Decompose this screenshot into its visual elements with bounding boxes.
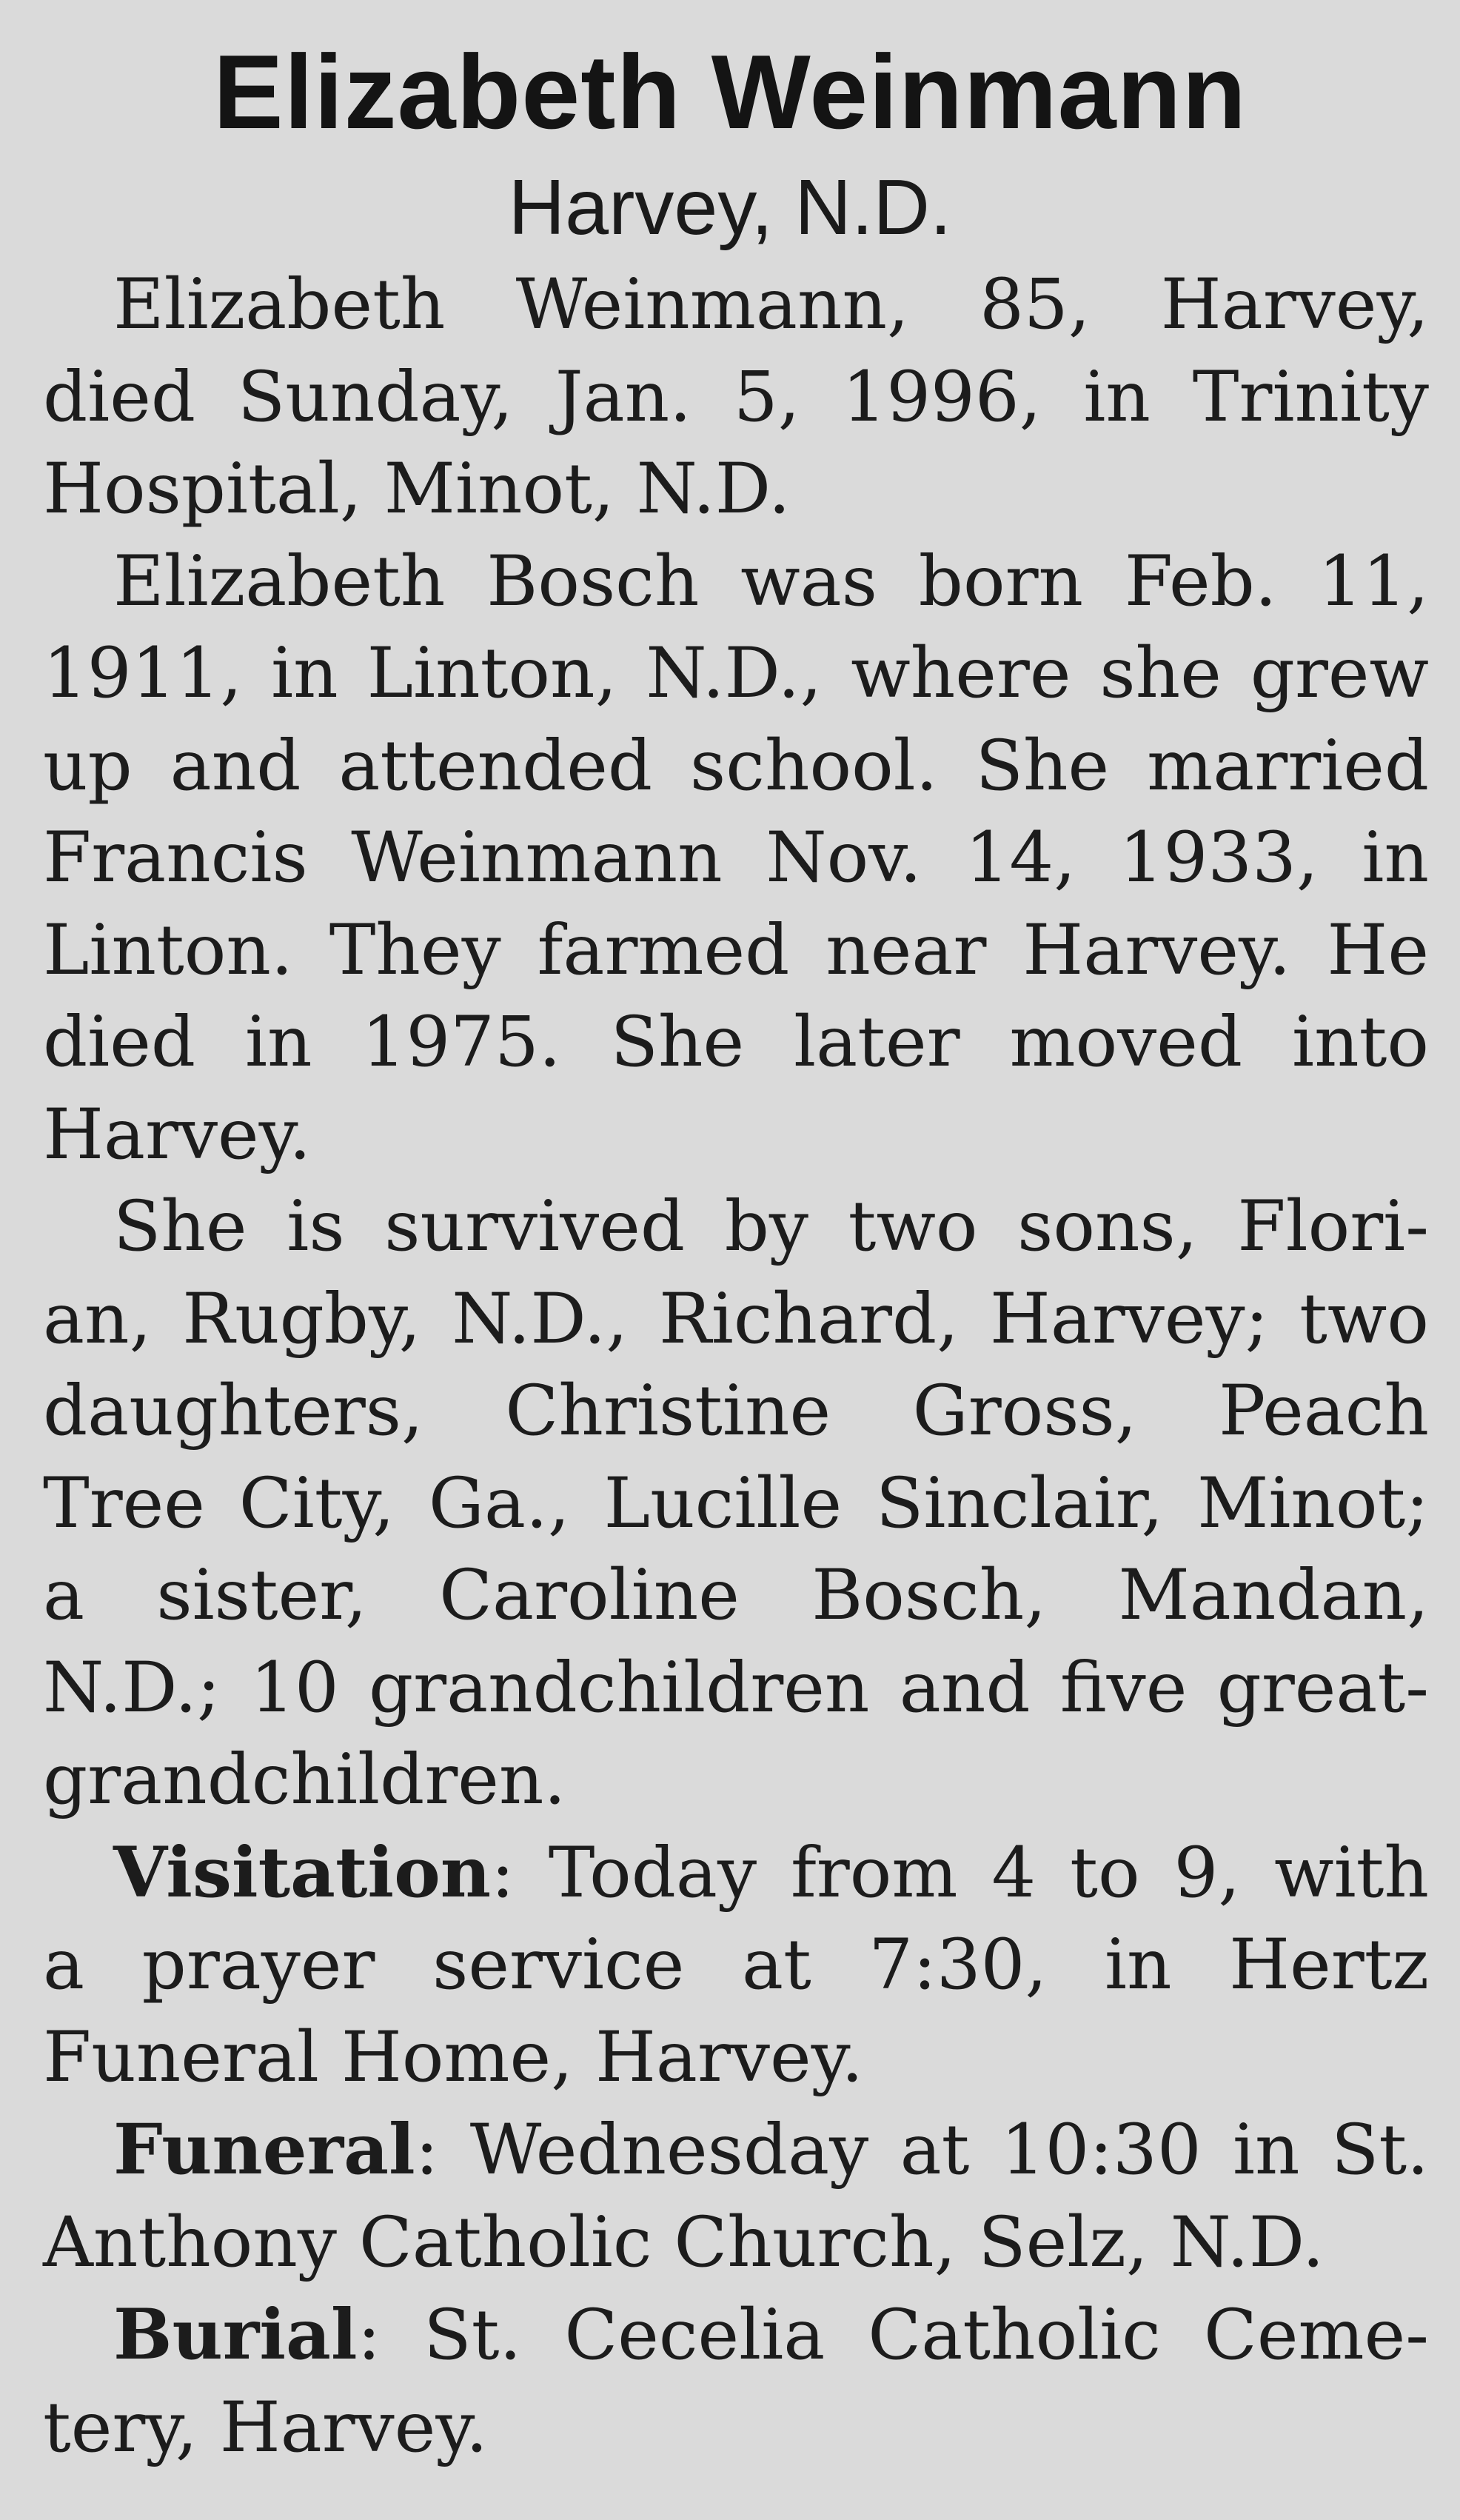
text-line: grandchildren. — [43, 1739, 566, 1820]
text-line: Hospital, Minot, N.D. — [43, 449, 791, 529]
funeral-text: : Wednesday at 10:30 in St. — [415, 2110, 1429, 2190]
text-line: Funeral Home, Harvey. — [43, 2016, 864, 2098]
text-line: She is survived by two sons, Flori- — [113, 1186, 1429, 1267]
text-line: a prayer service at 7:30, in Hertz — [43, 1925, 1429, 2005]
text-line: Francis Weinmann Nov. 14, 1933, in — [43, 818, 1429, 898]
text-line: Linton. They farmed near Harvey. He — [43, 909, 1429, 991]
text-line: Tree City, Ga., Lucille Sinclair, Minot; — [43, 1463, 1429, 1544]
life-paragraph — [43, 536, 1429, 1182]
visitation-label: Visitation — [113, 1831, 492, 1914]
obituary-location: Harvey, N.D. — [508, 164, 952, 251]
text-line: 1911, in Linton, N.D., where she grew — [43, 633, 1429, 714]
text-line: an, Rugby, N.D., Richard, Harvey; two — [43, 1278, 1429, 1360]
text-line: a sister, Caroline Bosch, Mandan, — [43, 1555, 1429, 1636]
text-line: Elizabeth Bosch was born Feb. 11, — [113, 541, 1429, 622]
text-line — [43, 2104, 1429, 2197]
text-line: died Sunday, Jan. 5, 1996, in Trinity — [43, 356, 1429, 438]
obituary-name-heading: Elizabeth Weinmann — [212, 33, 1248, 151]
text-line: tery, Harvey. — [43, 2387, 488, 2468]
text-line: Harvey. — [43, 1094, 312, 1175]
funeral-label: Funeral — [113, 2109, 415, 2190]
text-line: Elizabeth Weinmann, 85, Harvey, — [113, 264, 1429, 345]
text-line — [43, 2289, 1429, 2382]
text-line: N.D.; 10 grandchildren and five great- — [43, 1647, 1429, 1728]
text-line — [43, 1827, 1429, 1920]
burial-paragraph — [43, 2289, 1429, 2474]
text-line: daughters, Christine Gross, Peach — [43, 1371, 1429, 1451]
burial-label: Burial — [113, 2294, 358, 2376]
text-line: up and attended school. She married — [43, 725, 1429, 806]
text-line: died in 1975. She later moved into — [43, 1002, 1429, 1083]
obituary-body — [43, 259, 1429, 2474]
funeral-paragraph — [43, 2104, 1429, 2289]
burial-text: : St. Cecelia Catholic Ceme- — [357, 2295, 1429, 2376]
visitation-text: : Today from 4 to 9, with — [491, 1832, 1429, 1914]
death-paragraph — [43, 259, 1429, 536]
text-line: Anthony Catholic Church, Selz, N.D. — [43, 2202, 1325, 2283]
visitation-paragraph — [43, 1827, 1429, 2105]
survivors-paragraph — [43, 1181, 1429, 1827]
